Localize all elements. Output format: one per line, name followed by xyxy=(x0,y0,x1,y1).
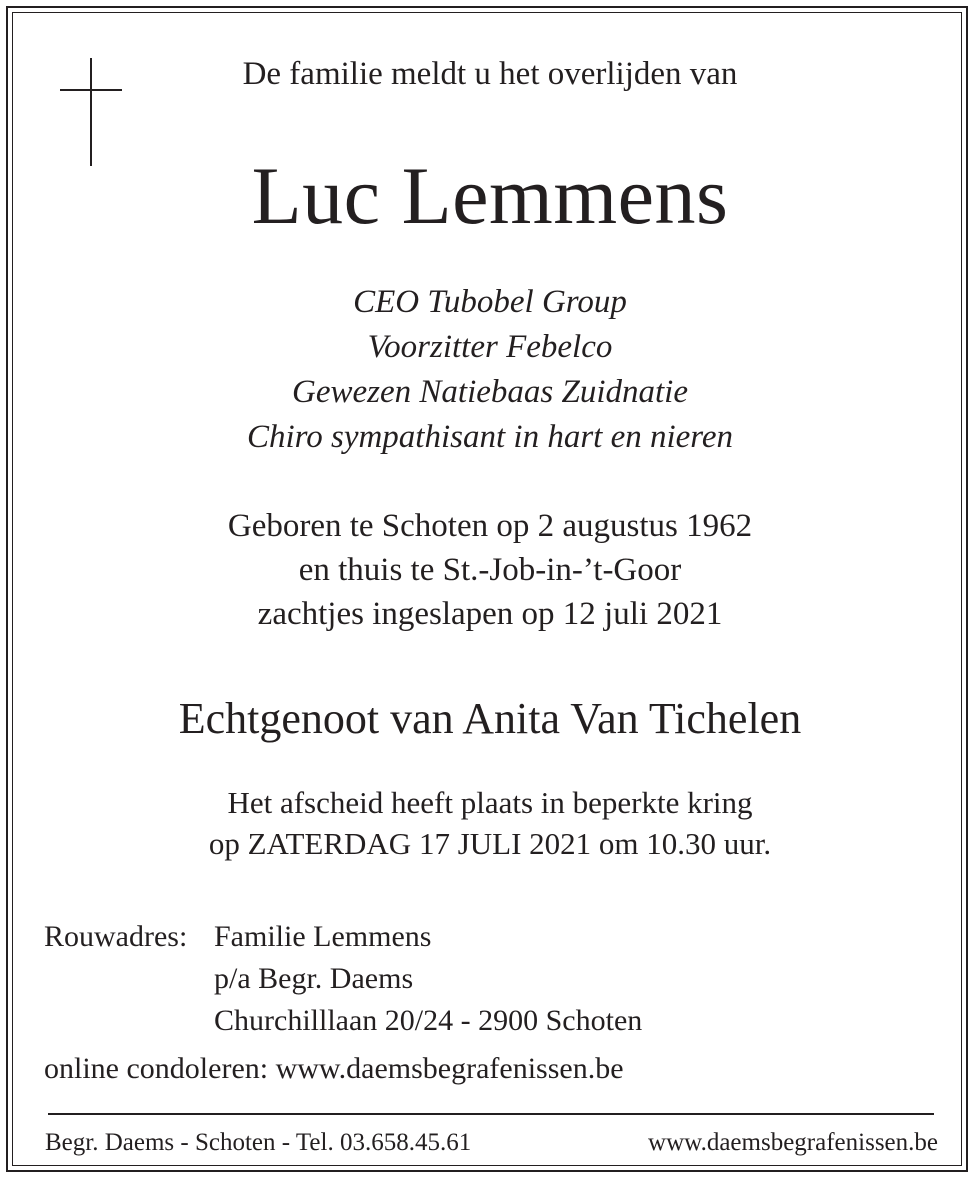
mourning-address xyxy=(44,916,642,1042)
residence-line: en thuis te St.-Job-in-’t-Goor xyxy=(298,552,682,588)
intro-text: De familie meldt u het overlijden van xyxy=(242,56,738,92)
footer-contact: Begr. Daems - Schoten - Tel. 03.658.45.61 xyxy=(45,1129,472,1156)
farewell-line: op ZATERDAG 17 JULI 2021 om 10.30 uur. xyxy=(208,826,772,861)
title-line: CEO Tubobel Group xyxy=(353,284,627,320)
footer-divider xyxy=(48,1113,934,1115)
spouse-line: Echtgenoot van Anita Van Tichelen xyxy=(178,694,802,743)
title-line: Chiro sympathisant in hart en nieren xyxy=(246,419,734,455)
address-label: Rouwadres: xyxy=(44,920,188,953)
farewell-details xyxy=(0,782,980,864)
title-line: Voorzitter Febelco xyxy=(367,329,613,365)
address-line: Familie Lemmens xyxy=(214,920,432,953)
titles-list xyxy=(0,280,980,460)
death-line: zachtjes ingeslapen op 12 juli 2021 xyxy=(257,596,723,632)
title-line: Gewezen Natiebaas Zuidnatie xyxy=(292,374,688,410)
birth-line: Geboren te Schoten op 2 augustus 1962 xyxy=(227,508,753,544)
address-line: p/a Begr. Daems xyxy=(214,962,414,995)
life-details xyxy=(0,504,980,636)
address-line: Churchilllaan 20/24 - 2900 Schoten xyxy=(214,1004,643,1037)
footer-website: www.daemsbegrafenissen.be xyxy=(648,1129,938,1156)
deceased-name: Luc Lemmens xyxy=(251,150,729,241)
online-condolences: online condoleren: www.daemsbegrafenissen.be xyxy=(44,1052,624,1085)
farewell-line: Het afscheid heeft plaats in beperkte kring xyxy=(227,785,753,820)
